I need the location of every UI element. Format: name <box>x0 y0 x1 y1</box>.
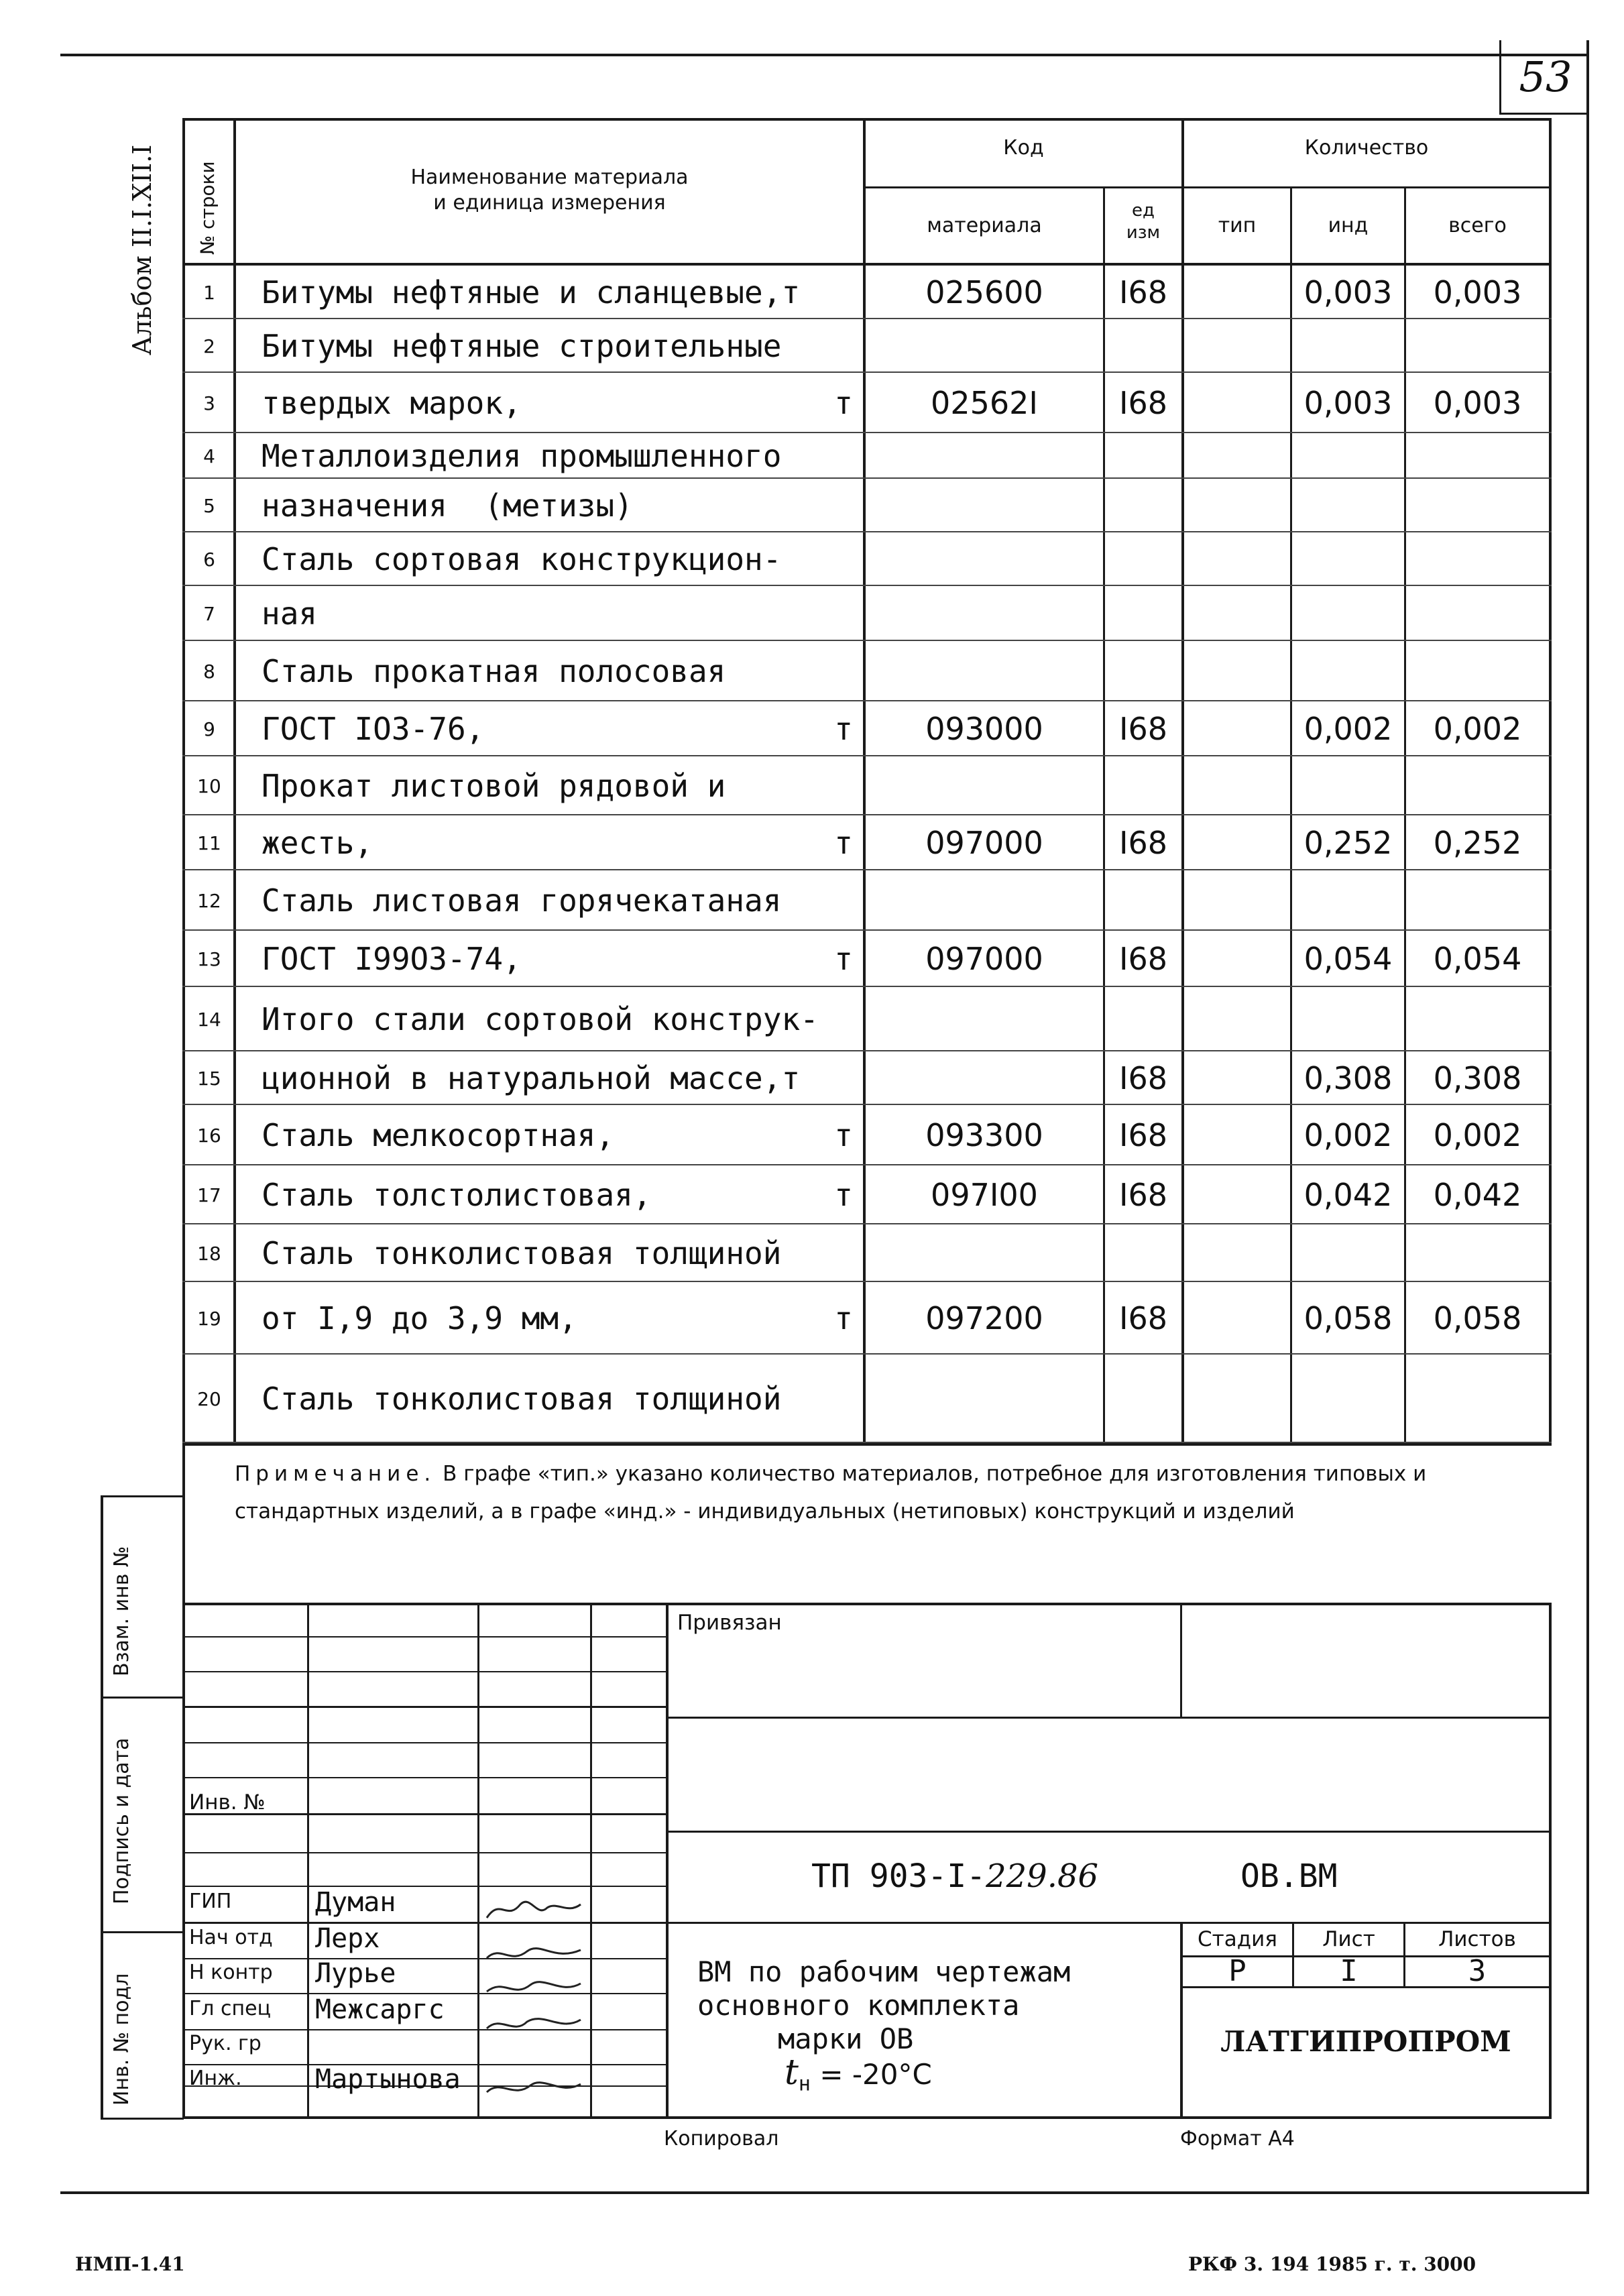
row-number: 5 <box>203 494 215 517</box>
qty-total <box>1406 756 1549 815</box>
material-name: ционной в натуральной массе,т <box>262 1060 801 1096</box>
unit-code: I68 <box>1118 385 1168 421</box>
material-unit <box>786 756 853 815</box>
table-row <box>182 815 1552 870</box>
unit-code <box>1105 1355 1181 1443</box>
unit-code: I68 <box>1118 1060 1168 1096</box>
unit-code-header: ед изм <box>1126 200 1161 243</box>
code-header: Код <box>1003 136 1044 160</box>
vzam-inv-label: Взам. инв № <box>110 1546 133 1676</box>
doc-code-typed: ТП 903-I- <box>811 1857 986 1895</box>
temperature-sub: н <box>798 2072 811 2096</box>
doc-code-handwritten: 229.86 <box>986 1857 1099 1895</box>
tb-col-a <box>307 1603 309 2119</box>
table-row <box>182 931 1552 987</box>
material-unit: т <box>834 941 853 977</box>
material-unit <box>786 641 853 701</box>
row-number: 12 <box>197 889 221 912</box>
material-name: Прокат листовой рядовой и <box>262 768 726 804</box>
material-unit: т <box>834 1177 853 1213</box>
row-number: 20 <box>197 1387 221 1410</box>
row-number: 18 <box>197 1242 221 1265</box>
qty-ind: 0,003 <box>1303 274 1393 310</box>
qty-ind <box>1292 987 1404 1051</box>
footer-right-code: РКФ 3. 194 1985 г. т. 3000 <box>1188 2253 1476 2275</box>
tb-row-4 <box>182 1742 666 1743</box>
person-name: Мартынова <box>315 2064 461 2095</box>
tb-col-d <box>666 1603 669 2119</box>
tb-col-b <box>477 1603 479 2119</box>
privyazan-bottom <box>666 1717 1552 1719</box>
qty-total: 0,058 <box>1433 1300 1522 1336</box>
material-name: твердых марок, <box>262 385 522 421</box>
row-separator <box>182 1442 1552 1443</box>
qty-total: 0,003 <box>1433 385 1522 421</box>
note-bottom <box>182 1603 1552 1605</box>
signature-3 <box>487 1982 581 1992</box>
temperature-symbol: t <box>785 2053 799 2093</box>
qty-ind <box>1292 641 1404 701</box>
material-code: 097200 <box>925 1300 1043 1336</box>
material-code: 097000 <box>925 825 1043 861</box>
stage-value: Р <box>1228 1954 1246 1988</box>
person-name: Межсаргс <box>315 1994 445 2025</box>
table-row <box>182 1051 1552 1105</box>
tb-left <box>182 1603 185 2119</box>
row-number: 4 <box>203 445 215 467</box>
note-text: В графе «тип.» указано количество материалов, потребное для изготовления типовых и стандартных изделий, а в графе «инд.» - индивидуальных (нетиповых) конструкций и изделий <box>235 1462 1427 1524</box>
signature-1 <box>487 1902 581 1918</box>
material-code <box>866 479 1103 532</box>
table-row <box>182 701 1552 756</box>
qty-ind: 0,003 <box>1303 385 1393 421</box>
row-number: 19 <box>197 1307 221 1330</box>
qty-ind <box>1292 319 1404 373</box>
role-label: Рук. гр <box>189 2032 262 2055</box>
sheet-value: I <box>1340 1954 1358 1988</box>
note-title: Примечание. <box>235 1462 437 1486</box>
material-code-header: материала <box>927 214 1042 237</box>
unit-code <box>1105 479 1181 532</box>
material-unit: т <box>834 385 853 421</box>
qty-ind: 0,002 <box>1303 711 1393 747</box>
material-unit <box>786 266 853 319</box>
doc-code <box>811 1857 1098 1895</box>
qty-total: 0,054 <box>1433 941 1522 977</box>
table-top <box>182 118 1552 121</box>
material-unit: т <box>834 1117 853 1153</box>
material-name: Итого стали сортовой конструк- <box>262 1001 819 1037</box>
role-label: Нач отд <box>189 1926 273 1949</box>
role-label: ГИП <box>189 1890 232 1913</box>
unit-code <box>1105 756 1181 815</box>
qty-ind: 0,042 <box>1303 1177 1393 1213</box>
description-line-3: марки ОВ <box>778 2022 914 2055</box>
tb-row-5 <box>182 1777 666 1778</box>
person-name: Думан <box>315 1887 396 1918</box>
unit-code <box>1105 586 1181 641</box>
description-block <box>697 1955 1167 2101</box>
qty-ind <box>1292 586 1404 641</box>
row-number-header: № строки <box>196 161 219 255</box>
table-bottom <box>182 1443 1552 1446</box>
table-row <box>182 479 1552 532</box>
doc-code-top <box>666 1831 1552 1833</box>
qty-total <box>1406 1224 1549 1282</box>
person-name: Лурье <box>315 1958 396 1989</box>
unit-code: I68 <box>1118 1117 1168 1153</box>
signature-2 <box>487 1949 581 1958</box>
organization: ЛАТГИПРОПРОМ <box>1220 2025 1511 2058</box>
table-row <box>182 1224 1552 1282</box>
page-number-box-bottom <box>1499 113 1589 115</box>
row-number: 9 <box>203 718 215 740</box>
material-code <box>866 1355 1103 1443</box>
quantity-header: Количество <box>1304 136 1429 160</box>
qty-ind <box>1292 1224 1404 1282</box>
qty-ind <box>1292 479 1404 532</box>
unit-code <box>1105 1224 1181 1282</box>
qty-total <box>1406 319 1549 373</box>
material-code: 093300 <box>925 1117 1043 1153</box>
qty-total: 0,252 <box>1433 825 1522 861</box>
table-row <box>182 987 1552 1051</box>
name-header: Наименование материала и единица измерения <box>410 166 689 215</box>
temperature-value: = -20°С <box>810 2058 932 2091</box>
unit-code: I68 <box>1118 825 1168 861</box>
row-number: 8 <box>203 660 215 683</box>
footer-left-code: НМП-1.41 <box>75 2253 185 2275</box>
qty-ind: 0,252 <box>1303 825 1393 861</box>
tb-row-7 <box>182 1852 666 1853</box>
unit-code: I68 <box>1118 1177 1168 1213</box>
qty-type-header: тип <box>1218 214 1257 237</box>
material-name: Сталь толстолистовая, <box>262 1177 652 1213</box>
material-unit: т <box>834 711 853 747</box>
bottom-border <box>60 2191 1589 2194</box>
material-code: 097I00 <box>931 1177 1038 1213</box>
material-name: ГОСТ IО3-76, <box>262 711 485 747</box>
material-unit <box>786 987 853 1051</box>
material-name: от I,9 до 3,9 мм, <box>262 1300 577 1336</box>
unit-code <box>1105 870 1181 931</box>
row-number: 17 <box>197 1184 221 1206</box>
qty-total <box>1406 433 1549 479</box>
row-number: 10 <box>197 774 221 797</box>
material-unit <box>786 1051 853 1105</box>
material-code <box>866 1051 1103 1105</box>
qty-total-header: всего <box>1448 214 1507 237</box>
table-row <box>182 373 1552 433</box>
unit-code <box>1105 319 1181 373</box>
row-number: 13 <box>197 948 221 970</box>
material-code <box>866 987 1103 1051</box>
inv-podl-label: Инв. № подл <box>110 1973 133 2106</box>
side-band-bottom <box>101 2118 184 2120</box>
row-number: 16 <box>197 1124 221 1147</box>
signatures <box>480 1891 590 2112</box>
qty-total: 0,042 <box>1433 1177 1522 1213</box>
side-band-top <box>101 1495 184 1497</box>
qty-total <box>1406 641 1549 701</box>
material-code <box>866 433 1103 479</box>
description-line-2: основного комплекта <box>697 1989 1020 2022</box>
material-code <box>866 870 1103 931</box>
qty-ind: 0,002 <box>1303 1117 1393 1153</box>
table-row <box>182 1165 1552 1224</box>
qty-total <box>1406 870 1549 931</box>
qty-total: 0,002 <box>1433 1117 1522 1153</box>
unit-code: I68 <box>1118 274 1168 310</box>
person-name: Лерх <box>315 1923 380 1954</box>
table-row <box>182 756 1552 815</box>
material-unit <box>786 532 853 586</box>
table-row <box>182 870 1552 931</box>
table-row <box>182 266 1552 319</box>
privyazan-label: Привязан <box>677 1611 782 1635</box>
sheets-value: 3 <box>1468 1954 1487 1988</box>
table-row <box>182 641 1552 701</box>
row-number: 2 <box>203 335 215 357</box>
material-name: Сталь мелкосортная, <box>262 1117 615 1153</box>
qty-ind-header: инд <box>1328 214 1369 237</box>
material-unit: т <box>834 1300 853 1336</box>
role-label: Инж. <box>189 2067 242 2090</box>
material-name: Сталь сортовая конструкцион- <box>262 541 782 577</box>
material-name: жесть, <box>262 825 373 861</box>
tb-right <box>1549 1603 1552 2119</box>
unit-code <box>1105 433 1181 479</box>
tb-row-1 <box>182 1636 666 1638</box>
table-row <box>182 1282 1552 1355</box>
material-unit <box>786 433 853 479</box>
description-line-1: ВМ по рабочим чертежам <box>697 1955 1071 1988</box>
table-row <box>182 1355 1552 1443</box>
qty-ind <box>1292 870 1404 931</box>
qty-ind <box>1292 756 1404 815</box>
qty-ind: 0,058 <box>1303 1300 1393 1336</box>
sheets-label: Листов <box>1438 1927 1516 1951</box>
material-code <box>866 756 1103 815</box>
inv-no-label: Инв. № <box>189 1790 266 1815</box>
qty-total: 0,003 <box>1433 274 1522 310</box>
material-code <box>866 586 1103 641</box>
side-band-left <box>101 1495 103 2119</box>
material-code: 025600 <box>925 274 1043 310</box>
unit-code: I68 <box>1118 711 1168 747</box>
row-number: 3 <box>203 392 215 414</box>
tb-row-8 <box>182 1886 666 1887</box>
album-label: Альбом II.I.XII.I <box>127 144 157 355</box>
material-unit <box>786 1355 853 1443</box>
qty-ind <box>1292 1355 1404 1443</box>
table-row <box>182 319 1552 373</box>
tb-col-c <box>590 1603 592 2119</box>
table-row <box>182 433 1552 479</box>
role-label: Н контр <box>189 1961 273 1984</box>
tb-bottom <box>182 2116 1552 2119</box>
unit-code <box>1105 641 1181 701</box>
right-border <box>1586 40 1589 2193</box>
side-band-sep2 <box>101 1931 184 1933</box>
signature-4 <box>487 2019 581 2028</box>
page-number-box-left <box>1499 40 1501 114</box>
sheet-label: Лист <box>1322 1927 1375 1951</box>
unit-code: I68 <box>1118 941 1168 977</box>
qty-ind: 0,054 <box>1303 941 1393 977</box>
row-number: 6 <box>203 548 215 571</box>
copied-label: Копировал <box>664 2127 779 2150</box>
material-name: Битумы нефтяные и сланцевые,т <box>262 274 801 310</box>
material-unit: т <box>834 825 853 861</box>
row-number: 14 <box>197 1008 221 1031</box>
material-name: Сталь прокатная полосовая <box>262 653 726 689</box>
material-name: Битумы нефтяные строительные <box>262 328 782 364</box>
row-number: 15 <box>197 1067 221 1090</box>
doc-mark: ОВ.ВМ <box>1240 1857 1338 1895</box>
material-code <box>866 641 1103 701</box>
row-number: 7 <box>203 602 215 625</box>
material-name: ная <box>262 595 318 632</box>
unit-code <box>1105 532 1181 586</box>
note-block <box>235 1455 1529 1530</box>
material-name: Сталь листовая горячекатаная <box>262 882 782 919</box>
unit-code: I68 <box>1118 1300 1168 1336</box>
material-name: Сталь тонколистовая толщиной <box>262 1235 782 1271</box>
qty-total: 0,308 <box>1433 1060 1522 1096</box>
qty-ind <box>1292 433 1404 479</box>
qty-ind <box>1292 532 1404 586</box>
qty-total: 0,002 <box>1433 711 1522 747</box>
material-name: Сталь тонколистовая толщиной <box>262 1381 782 1417</box>
podpis-data-label: Подпись и дата <box>110 1737 133 1904</box>
qty-total <box>1406 1355 1549 1443</box>
table-row <box>182 1105 1552 1165</box>
qty-total <box>1406 586 1549 641</box>
material-code: 097000 <box>925 941 1043 977</box>
qty-total <box>1406 987 1549 1051</box>
material-unit <box>786 1224 853 1282</box>
material-code <box>866 319 1103 373</box>
unit-code <box>1105 987 1181 1051</box>
qty-ind: 0,308 <box>1303 1060 1393 1096</box>
row-number: 1 <box>203 281 215 304</box>
material-code <box>866 532 1103 586</box>
material-unit <box>786 479 853 532</box>
header-sub-line <box>863 186 1552 188</box>
material-unit <box>786 586 853 641</box>
row-number: 11 <box>197 831 221 854</box>
material-unit <box>786 870 853 931</box>
material-unit <box>786 319 853 373</box>
page-number: 53 <box>1519 52 1572 101</box>
top-border <box>60 54 1589 56</box>
tb-row-10 <box>182 1958 666 1959</box>
table-row <box>182 532 1552 586</box>
role-label: Гл спец <box>189 1997 271 2020</box>
tb-row-12 <box>182 2029 666 2030</box>
format-label: Формат А4 <box>1180 2127 1295 2150</box>
tb-row-3 <box>182 1706 666 1708</box>
material-name: ГОСТ I99О3-74, <box>262 941 522 977</box>
stage-label: Стадия <box>1198 1927 1277 1951</box>
material-code <box>866 1224 1103 1282</box>
material-name: назначения (метизы) <box>262 487 633 524</box>
privyazan-right <box>1180 1603 1182 1718</box>
tb-row-2 <box>182 1671 666 1672</box>
temperature-line <box>697 2053 1167 2101</box>
side-band-sep1 <box>101 1697 184 1699</box>
material-code: 093000 <box>925 711 1043 747</box>
qty-total <box>1406 532 1549 586</box>
signature-5 <box>487 2083 581 2092</box>
tb-row-9 <box>182 1922 1552 1924</box>
material-name: Металлоизделия промышленного <box>262 438 782 474</box>
table-row <box>182 586 1552 641</box>
material-code: 02562I <box>931 385 1038 421</box>
qty-total <box>1406 479 1549 532</box>
